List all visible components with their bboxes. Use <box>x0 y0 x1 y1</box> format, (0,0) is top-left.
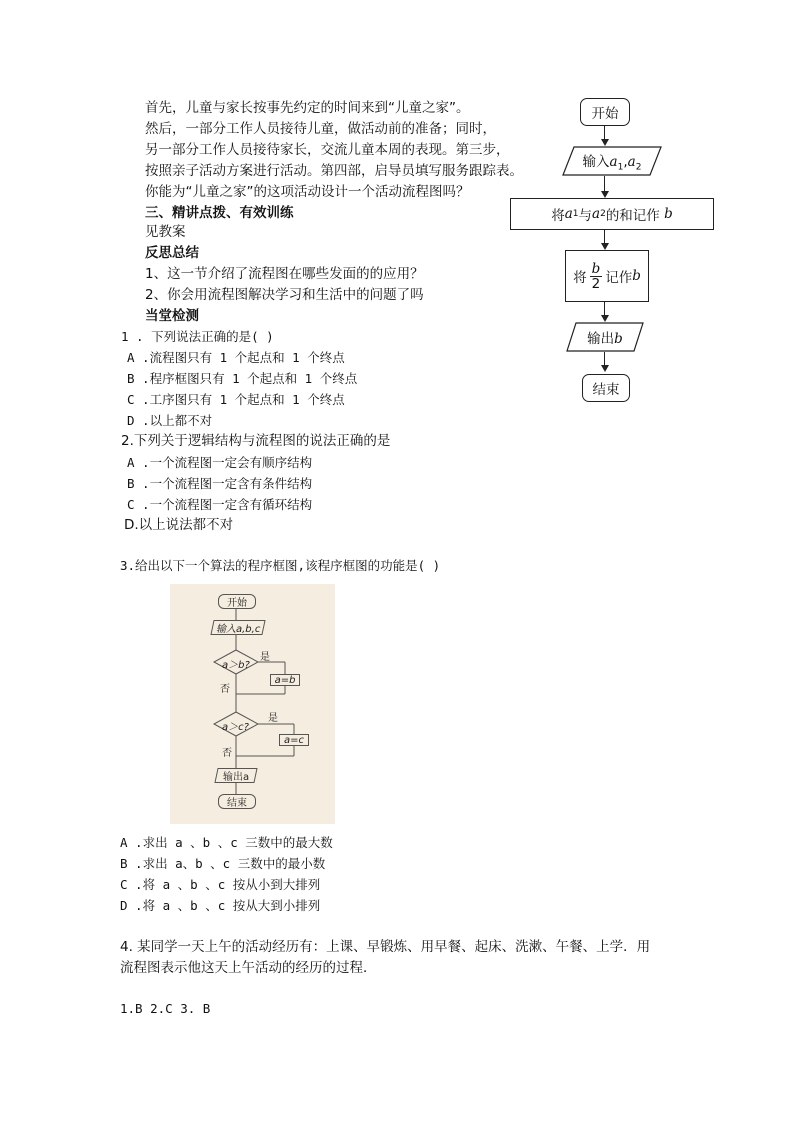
summary-title: 反思总结 <box>145 245 199 261</box>
q1-option-d: D .以上都不对 <box>127 413 213 428</box>
flow-sum-prefix: 将 <box>551 208 565 224</box>
intro-line-4: 按照亲子活动方案进行活动。第四部，启导员填写服务跟踪表。 <box>145 163 523 179</box>
summary-item-2: 2、你会用流程图解决学习和生活中的问题了吗 <box>145 287 424 303</box>
q2-option-b: B .一个流程图一定含有条件结构 <box>127 476 313 491</box>
q3-assign2: a=c <box>279 734 309 746</box>
flow-sum: 将 a 1 与 a 2 的和记作 b <box>510 198 714 230</box>
flow-start: 开始 <box>580 98 630 126</box>
q3-end-box: 结束 <box>218 794 256 809</box>
check-title: 当堂检测 <box>145 308 199 324</box>
q2-option-a: A .一个流程图一定会有顺序结构 <box>127 455 313 470</box>
q3-no2: 否 <box>222 748 232 759</box>
q3-output-box <box>214 768 257 783</box>
q3-yes1: 是 <box>260 652 270 663</box>
q3-start-box: 开始 <box>218 594 256 609</box>
q2-option-c: C .一个流程图一定含有循环结构 <box>127 497 313 512</box>
flow-sum-mid: 与 <box>578 208 593 224</box>
q3-option-b: B .求出 a、b 、c 三数中的最小数 <box>120 856 326 871</box>
flow-input: 输入$a_1,a_2$ <box>562 146 662 176</box>
flow-half-prefix: 将 <box>573 270 587 286</box>
q4-line-1: 4. 某同学一天上午的活动经历有：上课、早锻炼、用早餐、起床、洗漱、午餐、上学．用 <box>120 939 651 955</box>
intro-line-2: 然后，一部分工作人员接待儿童，做活动前的准备；同时， <box>145 121 496 137</box>
answers: 1.B 2.C 3. B <box>120 1001 211 1016</box>
q3-yes2: 是 <box>268 713 278 724</box>
q3-assign1: a=b <box>270 674 300 686</box>
q3-input-box <box>210 620 265 635</box>
q3-option-a: A .求出 a 、b 、c 三数中的最大数 <box>120 835 333 850</box>
q1-option-b: B .程序框图只有 1 个起点和 1 个终点 <box>127 371 358 386</box>
q3-cond1: a＞b? <box>222 660 250 671</box>
intro-line-5: 你能为“儿童之家”的这项活动设计一个活动流程图吗？ <box>145 184 470 200</box>
q1-option-c: C .工序图只有 1 个起点和 1 个终点 <box>127 392 345 407</box>
intro-line-1: 首先，儿童与家长按事先约定的时间来到“儿童之家”。 <box>145 100 470 116</box>
q2-stem: 2.下列关于逻辑结构与流程图的说法正确的是 <box>121 433 391 449</box>
q3-output-text: 输出a <box>222 772 250 783</box>
flow-half-suffix: 记作 <box>605 270 633 286</box>
intro-line-3: 另一部分工作人员接待家长，交流儿童本周的表现。第三步， <box>145 142 510 158</box>
flow-input-label: 输入 <box>582 153 610 170</box>
flow-sum-suffix: 的和记作 <box>605 208 660 224</box>
section-body: 见教案 <box>145 224 186 240</box>
flow-end: 结束 <box>582 374 630 402</box>
q4-line-2: 流程图表示他这天上午活动的经历的过程． <box>120 960 377 976</box>
flow-half: 将 $\frac{b}{2}$ 记作 b <box>565 250 649 302</box>
q3-cond2: a＞c? <box>222 722 249 733</box>
q3-flowchart-figure <box>170 584 335 824</box>
q1-option-a: A .流程图只有 1 个起点和 1 个终点 <box>127 350 345 365</box>
q3-input-text: 输入a,b,c <box>215 624 261 635</box>
q3-option-c: C .将 a 、b 、c 按从小到大排列 <box>120 877 321 892</box>
q1-stem: 1 . 下列说法正确的是( ) <box>121 329 274 344</box>
flow-output: 输出b <box>566 322 644 352</box>
q3-stem: 3.给出以下一个算法的程序框图,该程序框图的功能是( ) <box>120 558 441 573</box>
q3-option-d: D .将 a 、b 、c 按从大到小排列 <box>120 898 321 913</box>
flow-output-label: 输出 <box>587 331 615 347</box>
q3-no1: 否 <box>220 684 230 695</box>
q2-option-d: D.以上说法都不对 <box>124 517 234 533</box>
summary-item-1: 1、这一节介绍了流程图在哪些发面的的应用？ <box>145 266 424 282</box>
section-title: 三、精讲点拨、有效训练 <box>145 205 294 221</box>
